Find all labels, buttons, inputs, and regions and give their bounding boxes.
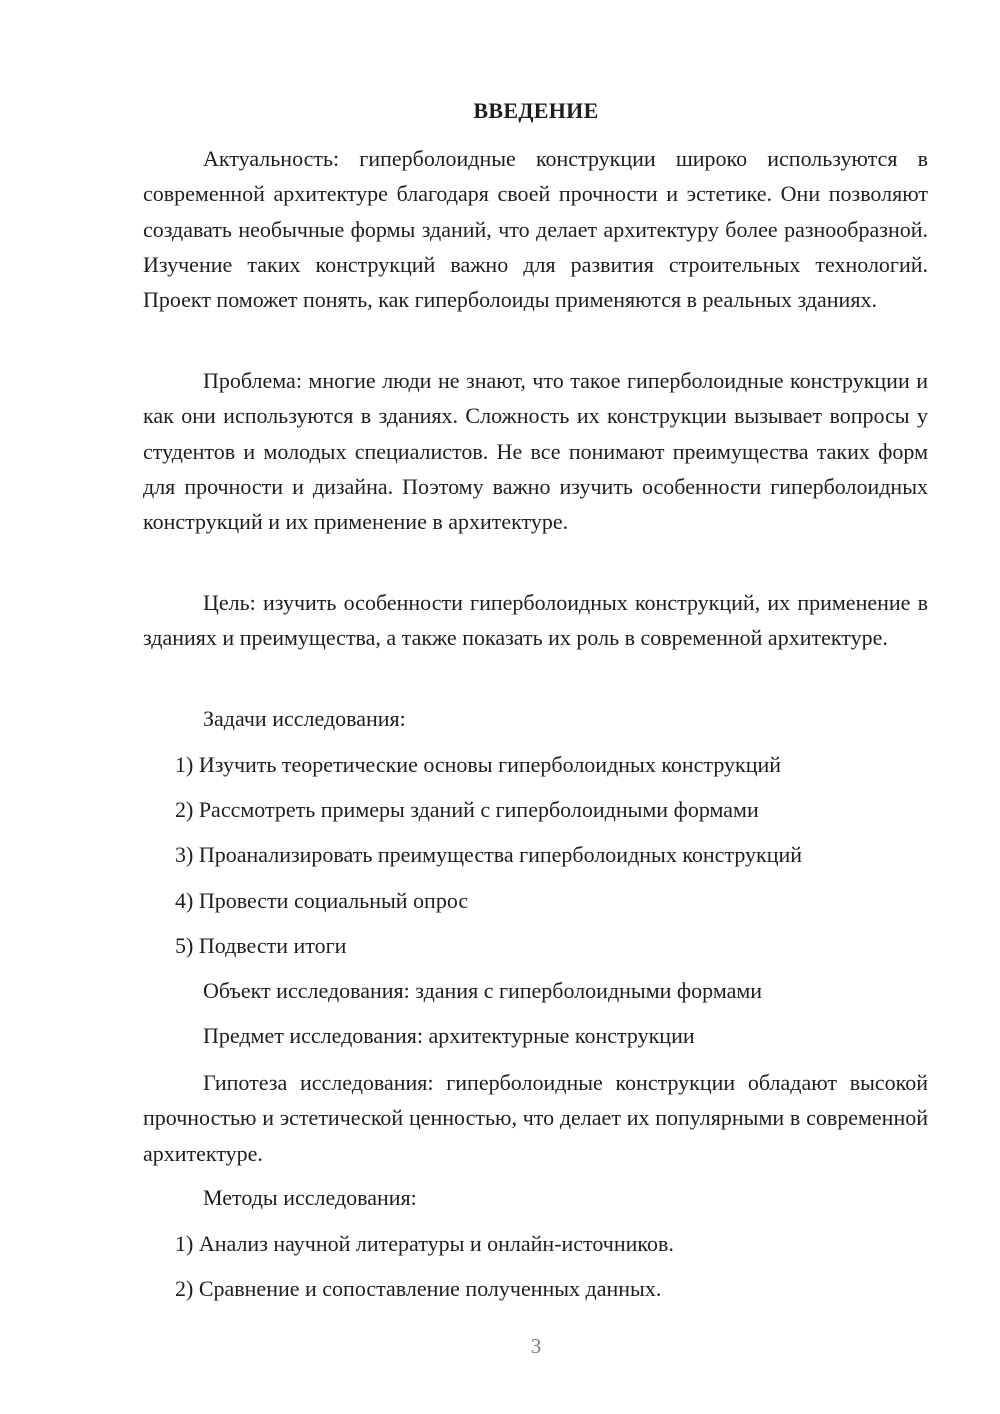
task-item: 5) Подвести итоги — [175, 933, 347, 958]
research-subject: Предмет исследования: архитектурные конструкции — [203, 1023, 695, 1048]
methods-heading: Методы исследования: — [203, 1185, 417, 1210]
problem-paragraph: Проблема: многие люди не знают, что такое гиперболоидные конструкции и как они используются в зданиях. Сложность их конструкции вызывает вопросы у студентов и молодых специалистов. Не все понимают преимущества таких форм для прочности и дизайна. Поэтому важно изучить особенности гиперболоидных конструкций и их применение в архитектуре. — [143, 368, 928, 535]
section-title: ВВЕДЕНИЕ — [473, 98, 599, 123]
goal-paragraph: Цель: изучить особенности гиперболоидных конструкций, их применение в зданиях и преимущества, а также показать их роль в современной архитектуре. — [143, 590, 928, 651]
method-item: 2) Сравнение и сопоставление полученных данных. — [175, 1276, 662, 1301]
task-item: 3) Проанализировать преимущества гиперболоидных конструкций — [175, 842, 803, 867]
page-number: 3 — [530, 1334, 542, 1358]
task-item: 1) Изучить теоретические основы гиперболоидных конструкций — [175, 752, 782, 777]
method-item: 1) Анализ научной литературы и онлайн-источников. — [175, 1231, 674, 1256]
hypothesis-paragraph: Гипотеза исследования: гиперболоидные конструкции обладают высокой прочностью и эстетической ценностью, что делает их популярными в современной архитектуре. — [143, 1070, 928, 1166]
task-item: 2) Рассмотреть примеры зданий с гиперболоидными формами — [175, 797, 759, 822]
relevance-paragraph: Актуальность: гиперболоидные конструкции широко используются в современной архитектуре благодаря своей прочности и эстетике. Они позволяют создавать необычные формы зданий, что делает архитектуру более разнообразной. Изучение таких конструкций важно для развития строительных технологий. Проект поможет понять, как гиперболоиды применяются в реальных зданиях. — [143, 146, 928, 313]
tasks-heading: Задачи исследования: — [203, 706, 406, 731]
task-item: 4) Провести социальный опрос — [175, 888, 469, 913]
research-object: Объект исследования: здания с гиперболоидными формами — [203, 978, 763, 1003]
